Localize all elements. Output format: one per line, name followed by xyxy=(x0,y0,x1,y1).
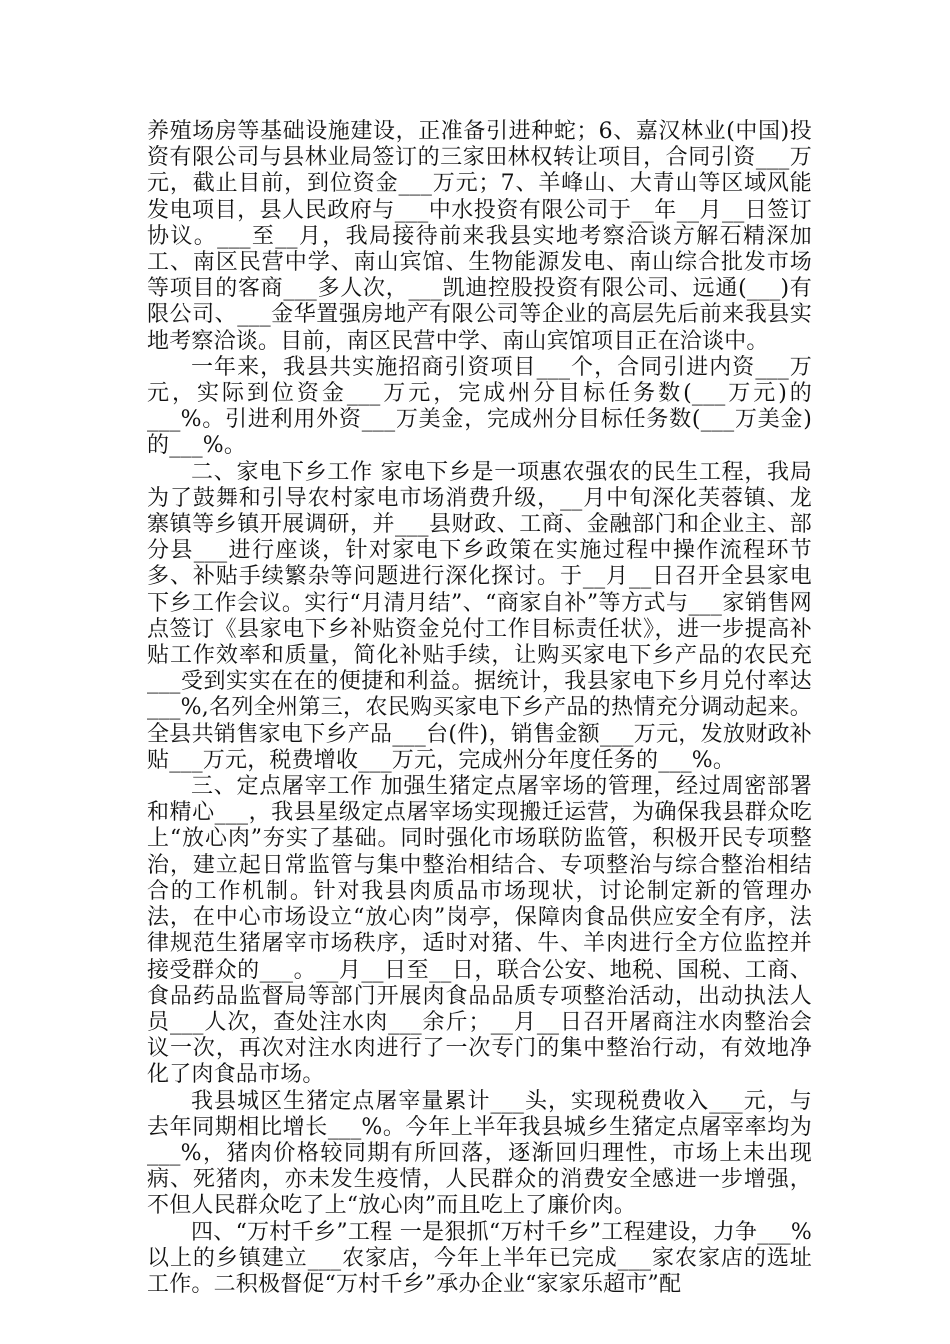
paragraph-1: 养殖场房等基础设施建设，正准备引进种蛇；6、嘉汉林业(中国)投资有限公司与县林业局签订的三家田林权转让项目，合同引资___万元，截止目前，到位资金___万元；7、羊峰山、大青山等区域风能发电项目，县人民政府与___中水投资有限公司于__年__月__日签订协议。___至__月，我局接待前来我县实地考察洽谈方解石精深加工、南区民营中学、南山宾馆、生物能源发电、南山综合批发市场等项目的客商___多人次，___凯迪控股投资有限公司、远通(___)有限公司、___金华置强房地产有限公司等企业的高层先后前来我县实地考察洽谈。目前，南区民营中学、南山宾馆项目正在洽谈中。 xyxy=(147,119,812,354)
paragraph-4: 三、定点屠宰工作 加强生猪定点屠宰场的管理，经过周密部署和精心___，我县星级定点屠宰场实现搬迁运营，为确保我县群众吃上“放心肉”夯实了基础。同时强化市场联防监管，积极开民专项整治，建立起日常监管与集中整治相结合、专项整治与综合整治相结合的工作机制。针对我县肉质品市场现状，讨论制定新的管理办法，在中心市场设立“放心肉”岗亭，保障肉食品供应安全有序，法律规范生猪屠宰市场秩序，适时对猪、牛、羊肉进行全方位监控并接受群众的___。__月__日至__日，联合公安、地税、国税、工商、食品药品监督局等部门开展肉食品品质专项整治活动，出动执法人员___人次，查处注水肉___余斤；__月__日召开屠商注水肉整治会议一次，再次对注水肉进行了一次专门的集中整治行动，有效地净化了肉食品市场。 xyxy=(147,774,812,1088)
paragraph-2: 一年来，我县共实施招商引资项目___个，合同引进内资___万元，实际到位资金___万元，完成州分目标任务数(___万元)的___%。引进利用外资___万美金，完成州分目标任务数(___万美金)的___%。 xyxy=(147,354,812,459)
paragraph-5: 我县城区生猪定点屠宰量累计___头，实现税费收入___元，与去年同期相比增长___%。今年上半年我县城乡生猪定点屠宰率均为___%，猪肉价格较同期有所回落，逐渐回归理性，市场上未出现病、死猪肉，亦未发生疫情，人民群众的消费安全感进一步增强，不但人民群众吃了上“放心肉”而且吃上了廉价肉。 xyxy=(147,1088,812,1219)
paragraph-3: 二、家电下乡工作 家电下乡是一项惠农强农的民生工程，我局为了鼓舞和引导农村家电市场消费升级，__月中旬深化芙蓉镇、龙寨镇等乡镇开展调研，并___县财政、工商、金融部门和企业主、部分县___进行座谈，针对家电下乡政策在实施过程中操作流程环节多、补贴手续繁杂等问题进行深化探讨。于__月__日召开全县家电下乡工作会议。实行“月清月结”、“商家自补”等方式与___家销售网点签订《县家电下乡补贴资金兑付工作目标责任状》，进一步提高补贴工作效率和质量，简化补贴手续，让购买家电下乡产品的农民充___受到实实在在的便捷和利益。据统计，我县家电下乡月兑付率达___%,名列全州第三，农民购买家电下乡产品的热情充分调动起来。全县共销售家电下乡产品___台(件)，销售金额___万元，发放财政补贴___万元，税费增收___万元，完成州分年度任务的___%。 xyxy=(147,459,812,773)
paragraph-6: 四、“万村千乡”工程 一是狠抓“万村千乡”工程建设，力争___%以上的乡镇建立___农家店，今年上半年已完成___家农家店的选址工作。二积极督促“万村千乡”承办企业“家家乐超市”配 xyxy=(147,1219,812,1297)
document-body xyxy=(147,119,812,1298)
